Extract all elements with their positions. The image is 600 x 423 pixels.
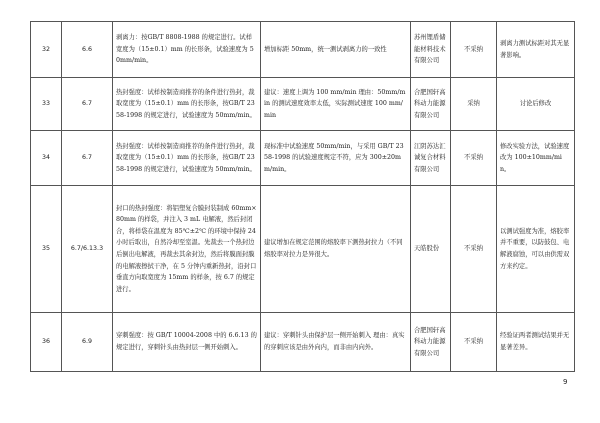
handling-result: 采纳 (451, 78, 497, 131)
clause-content: 热封强度：试样按制造商推荐的条件进行热封，裁取宽度为（15±0.1）mm 的长形条，按GB/T 2358-1998 的规定进行，试验速度为 50mm/min。 (113, 131, 261, 186)
table-row (31, 78, 575, 131)
row-number: 34 (31, 131, 62, 186)
row-number: 32 (31, 22, 62, 78)
table-row (31, 22, 575, 78)
proposing-unit: 合肥国轩高科动力能源有限公司 (411, 78, 451, 131)
proposing-unit: 江阴苏达汇诚复合材料有限公司 (411, 131, 451, 186)
handling-reason: 讨论后修改 (497, 78, 575, 131)
clause-content: 剥离力：按GB/T 8808-1988 的规定进行。试样宽度为（15±0.1）mm 的长形条，试验速度为 50mm/min。 (113, 22, 261, 78)
clause-content: 热封强度：试样按制造商推荐的条件进行热封，裁取宽度为（15±0.1）mm 的长形条，按GB/T 2358-1998 的规定进行，试验速度为 50mm/min。 (113, 78, 261, 131)
table-row (31, 131, 575, 186)
row-number: 33 (31, 78, 62, 131)
handling-result: 不采纳 (451, 186, 497, 313)
clause-number: 6.9 (62, 313, 113, 372)
suggestion: 现标准中试验速度 50mm/min，与采用 GB/T 2358-1998 的试验速度规定不符，应为 300±20mm/min。 (261, 131, 411, 186)
handling-result: 不采纳 (451, 22, 497, 78)
clause-number: 6.7/6.13.3 (62, 186, 113, 313)
row-number: 35 (31, 186, 62, 313)
handling-reason: 经验证两者测试结果并无显著差异。 (497, 313, 575, 372)
clause-content: 封口的热封强度：将铝塑复合膜封装制成 60mm×80mm 的样袋，并注入 3 mL 电解液，然后封闭合，将样袋在温度为 85℃±2℃ 的环境中保持 24 小时后取出，自然冷却至室温。先裁去一个热封边后倒出电解液，再裁去其余封边，然后将膜面封膜的电解液擦拭干净，在 5 分钟内重新热封，沿封口垂直方向取宽度为 15mm 的样条，按 6.7 的规定进行。 (113, 186, 261, 313)
handling-reason: 修改实验方法，试验速度改为 100±10mm/min。 (497, 131, 575, 186)
review-comment-table (30, 21, 575, 372)
clause-number: 6.7 (62, 131, 113, 186)
suggestion: 建议：穿刺针头由保护层一侧开始刺入 理由：真实的穿刺应该是由外向内，而非由内向外。 (261, 313, 411, 372)
table-row (31, 313, 575, 372)
proposing-unit: 合肥国轩高科动力能源有限公司 (411, 313, 451, 372)
clause-content: 穿刺强度：按 GB/T 10004-2008 中的 6.6.13 的规定进行，穿刺针头由热封层一侧开始刺入。 (113, 313, 261, 372)
handling-reason: 剥离力测试标距对其无显著影响。 (497, 22, 575, 78)
suggestion: 增加标距 50mm，统一测试剥离力的一致性 (261, 22, 411, 78)
page-number: 9 (563, 378, 568, 386)
suggestion: 建议：速度上调为 100 mm/min 理由：50mm/min 的测试速度效率太低，实际测试速度 100 mm/min (261, 78, 411, 131)
table-row (31, 186, 575, 313)
handling-result: 不采纳 (451, 131, 497, 186)
clause-number: 6.7 (62, 78, 113, 131)
proposing-unit: 天皓股份 (411, 186, 451, 313)
proposing-unit: 苏州锂盾储能材料技术有限公司 (411, 22, 451, 78)
suggestion: 建议增加在规定范围的熔胶率下测热封拉力（不同熔胶率对拉力是异很大。 (261, 186, 411, 313)
clause-number: 6.6 (62, 22, 113, 78)
handling-reason: 以测试强度为准，熔胶率并不重要，以防鼓包、电解液腐蚀，可以由供需双方来约定。 (497, 186, 575, 313)
handling-result: 不采纳 (451, 313, 497, 372)
row-number: 36 (31, 313, 62, 372)
